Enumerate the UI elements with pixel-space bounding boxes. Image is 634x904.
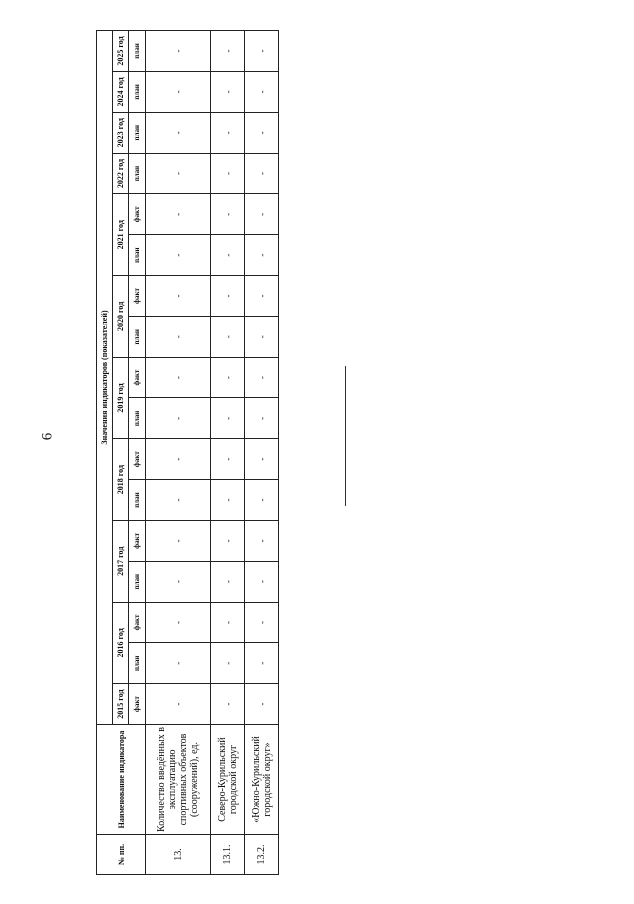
page-number: 6 (39, 432, 56, 441)
year-header: 2024 год (113, 72, 129, 113)
value-cell: - (146, 480, 211, 521)
value-cell: - (146, 561, 211, 602)
year-header: 2018 год (113, 439, 129, 521)
value-cell: - (245, 643, 279, 684)
value-cell: - (211, 643, 245, 684)
indicator-table (96, 30, 279, 875)
value-cell: - (211, 316, 245, 357)
subheader-fact: факт (129, 194, 146, 235)
value-cell: - (211, 520, 245, 561)
value-cell: - (211, 72, 245, 113)
value-cell: - (146, 31, 211, 72)
value-cell: - (211, 439, 245, 480)
subheader-fact: факт (129, 439, 146, 480)
value-cell: - (245, 153, 279, 194)
value-cell: - (211, 31, 245, 72)
value-cell: - (211, 194, 245, 235)
value-cell: - (211, 398, 245, 439)
value-cell: - (245, 112, 279, 153)
subheader-fact: факт (129, 520, 146, 561)
value-cell: - (245, 194, 279, 235)
value-cell: - (146, 684, 211, 725)
value-cell: - (211, 561, 245, 602)
subheader-plan: план (129, 561, 146, 602)
value-cell: - (146, 153, 211, 194)
subheader-plan: план (129, 316, 146, 357)
value-cell: - (146, 357, 211, 398)
value-cell: - (245, 357, 279, 398)
value-cell: - (146, 112, 211, 153)
indicator-table-container (96, 30, 278, 875)
value-cell: - (146, 439, 211, 480)
value-cell: - (245, 684, 279, 725)
year-header: 2020 год (113, 276, 129, 358)
value-cell: - (245, 316, 279, 357)
subheader-plan: план (129, 112, 146, 153)
value-cell: - (146, 194, 211, 235)
value-cell: - (146, 643, 211, 684)
value-cell: - (146, 276, 211, 317)
value-cell: - (245, 561, 279, 602)
value-cell: - (245, 439, 279, 480)
value-cell: - (245, 520, 279, 561)
value-cell: - (211, 153, 245, 194)
indicator-name: «Южно-Курильский городской округ» (245, 725, 279, 835)
subheader-plan: план (129, 72, 146, 113)
year-header: 2017 год (113, 520, 129, 602)
value-cell: - (245, 235, 279, 276)
row-number: 13.2. (245, 835, 279, 875)
subheader-fact: факт (129, 357, 146, 398)
subheader-plan: план (129, 153, 146, 194)
value-cell: - (146, 602, 211, 643)
signature-divider-line (345, 366, 346, 506)
year-header: 2021 год (113, 194, 129, 276)
value-cell: - (146, 235, 211, 276)
subheader-plan: план (129, 643, 146, 684)
year-header: 2025 год (113, 31, 129, 72)
value-cell: - (146, 316, 211, 357)
column-header-indicator-name: Наименование индикатора (97, 725, 146, 835)
year-header: 2015 год (113, 684, 129, 725)
row-number: 13.1. (211, 835, 245, 875)
value-cell: - (211, 480, 245, 521)
value-cell: - (211, 684, 245, 725)
year-header: 2023 год (113, 112, 129, 153)
value-cell: - (245, 72, 279, 113)
value-cell: - (146, 520, 211, 561)
column-header-indicator-values: Значения индикаторов (показателей) (97, 31, 113, 725)
subheader-plan: план (129, 31, 146, 72)
year-header: 2019 год (113, 357, 129, 439)
table-row (245, 31, 279, 875)
value-cell: - (245, 276, 279, 317)
subheader-plan: план (129, 398, 146, 439)
year-header: 2016 год (113, 602, 129, 684)
value-cell: - (146, 72, 211, 113)
subheader-plan: план (129, 480, 146, 521)
value-cell: - (245, 602, 279, 643)
value-cell: - (245, 31, 279, 72)
column-header-number: № пп. (97, 835, 146, 875)
value-cell: - (245, 480, 279, 521)
value-cell: - (211, 357, 245, 398)
table-row (146, 31, 211, 875)
value-cell: - (211, 602, 245, 643)
value-cell: - (211, 112, 245, 153)
value-cell: - (211, 276, 245, 317)
value-cell: - (146, 398, 211, 439)
value-cell: - (245, 398, 279, 439)
subheader-fact: факт (129, 602, 146, 643)
year-header: 2022 год (113, 153, 129, 194)
row-number: 13. (146, 835, 211, 875)
table-row (211, 31, 245, 875)
value-cell: - (211, 235, 245, 276)
indicator-name: Количество введённых в эксплуатацию спортивных объектов (сооружений), ед. (146, 725, 211, 835)
subheader-fact: факт (129, 276, 146, 317)
indicator-name: Северо-Курильский городской округ (211, 725, 245, 835)
subheader-fact: факт (129, 684, 146, 725)
subheader-plan: план (129, 235, 146, 276)
